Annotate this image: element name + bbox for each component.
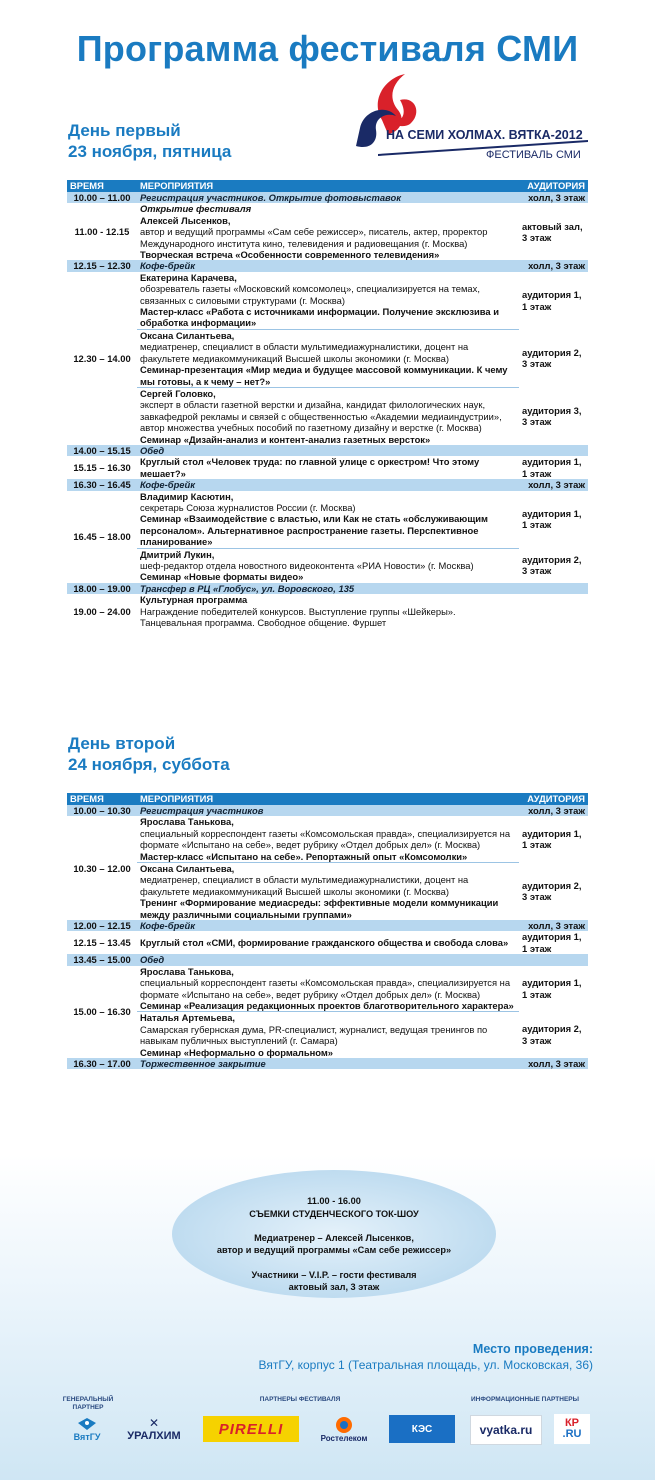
row-audience: холл, 3 этаж: [519, 260, 588, 271]
row-audience: аудитория 2, 3 этаж: [522, 1023, 582, 1046]
row-event: Кофе-брейк: [137, 260, 519, 271]
row-audience: аудитория 2, 3 этаж: [522, 554, 582, 577]
seminar-title: Семинар «Реализация редакционных проектов благотворительного характера»: [140, 999, 514, 1011]
row-event: [137, 272, 519, 330]
row-event: Трансфер в РЦ «Глобус», ул. Воровского, 135: [137, 583, 519, 594]
day2-heading: [68, 733, 230, 775]
table-row: [67, 203, 588, 260]
uralchem-emblem-icon: ✕: [148, 1416, 160, 1430]
speaker-name: Владимир Касютин,: [140, 490, 234, 502]
pirelli-logo: PIRELLI: [203, 1416, 299, 1442]
talkshow-location: актовый зал, 3 этаж: [288, 1282, 380, 1292]
vyatka-ru-logo: vyatka.ru: [470, 1415, 542, 1445]
row-event: Регистрация участников. Открытие фотовыставок: [137, 192, 519, 203]
speaker-description: автор и ведущий программы «Сам себе режиссер», писатель, актер, проректор Международного института кино, телевидения и радиовещания (г. Москва): [140, 226, 488, 249]
speaker-description: специальный корреспондент газеты «Комсомольская правда», специализируется на формате «Испытано на себе», ведет рубрику «Отдел добрых дел» (г. Москва): [140, 827, 511, 851]
row-time: 18.00 – 19.00: [67, 583, 137, 594]
kes-logo: КЭС: [389, 1415, 455, 1443]
info-partners-label: ИНФОРМАЦИОННЫЕ ПАРТНЕРЫ: [470, 1396, 579, 1403]
talkshow-title: СЪЕМКИ СТУДЕНЧЕСКОГО ТОК-ШОУ: [249, 1209, 419, 1219]
seminar-title: Семинар «Дизайн-анализ и контент-анализ газетных версток»: [140, 433, 431, 445]
vyatgu-logo-text: ВятГУ: [73, 1432, 101, 1442]
rostelecom-emblem-icon: [334, 1416, 354, 1434]
row-time: 10.30 – 12.00: [73, 862, 131, 874]
seminar-title: Семинар-презентация «Мир медиа и будущее массовой коммуникации. К чему мы готовы, а к чему – нет?»: [140, 364, 508, 387]
speaker-description: специальный корреспондент газеты «Комсомольская правда», специализируется на формате «Испытано на себе», ведет рубрику «Отдел добрых дел» (г. Москва): [140, 977, 511, 1000]
speaker-description: обозреватель газеты «Московский комсомолец», специализируется на темах, связанных с силовыми структурами (г. Москва): [140, 283, 480, 306]
speaker-description: Самарская губернская дума, PR-специалист, журналист, ведущая тренингов по навыкам публичных выступлений (г. Самара): [140, 1023, 488, 1047]
row-event: Кофе-брейк: [137, 479, 519, 490]
talkshow-time: 11.00 - 16.00: [307, 1196, 361, 1206]
table-row: [67, 192, 588, 203]
seminar-title: Семинар «Взаимодействие с властью, или Как не стать «обслуживающим персоналом». Альтернативное распространение газеты. Перспективное планирование»: [140, 513, 488, 548]
row-time: 15.15 – 16.30: [73, 462, 131, 474]
row-audience: аудитория 3, 3 этаж: [522, 404, 582, 428]
table-row: [67, 931, 588, 954]
talkshow-host-line1: Медиатренер – Алексей Лысенков,: [254, 1233, 414, 1243]
row-event: [137, 387, 519, 445]
row-audience: актовый зал, 3 этаж: [522, 220, 583, 243]
row-event: Обед: [137, 445, 519, 456]
day2-heading-line1: День второй: [68, 734, 176, 753]
row-event: [137, 203, 519, 260]
speaker-description: шеф-редактор отдела новостного видеоконтента «РИА Новости» (г. Москва): [140, 560, 474, 571]
table-header-row: [67, 793, 588, 805]
day2-schedule-table: [67, 793, 588, 1069]
speaker-name: Дмитрий Лукин,: [140, 548, 215, 560]
venue-title: Место проведения:: [472, 1342, 593, 1356]
seminar-title: Мастер-класс «Работа с источниками информации. Получение эксклюзива и обработка информации»: [140, 306, 500, 329]
table-row: [67, 920, 588, 931]
table-row: [67, 479, 588, 490]
day2-heading-line2: 24 ноября, суббота: [68, 755, 230, 774]
page-title: Программа фестиваля СМИ: [76, 28, 579, 69]
table-header-row: [67, 180, 588, 192]
row-time: 16.30 – 16.45: [67, 479, 137, 490]
row-time: 15.00 – 16.30: [73, 1006, 131, 1018]
speaker-description: медиатренер, специалист в области мультимедиажурналистики, доцент на факультете медиакоммуникаций Высшей школы экономики (г. Москва): [140, 874, 469, 897]
table-row: [67, 329, 588, 387]
speaker-name: Алексей Лысенков,: [140, 214, 231, 226]
table-row: [67, 1012, 588, 1058]
vyatgu-emblem-icon: [76, 1416, 98, 1432]
table-row: [67, 260, 588, 271]
row-time: 16.30 – 17.00: [67, 1058, 137, 1069]
row-time: 13.45 – 15.00: [67, 954, 137, 965]
vyatgu-logo: [62, 1413, 112, 1445]
row-audience: аудитория 2, 3 этаж: [522, 346, 582, 370]
speaker-description: секретарь Союза журналистов России (г. Москва): [140, 501, 356, 513]
talkshow-participants: Участники – V.I.P. – гости фестиваля: [251, 1270, 417, 1280]
row-audience: холл, 3 этаж: [519, 805, 588, 816]
row-time: 16.45 – 18.00: [73, 530, 131, 542]
speaker-name: Оксана Силантьева,: [140, 329, 235, 341]
event-title: Открытие фестиваля: [140, 203, 252, 215]
table-row: [67, 594, 588, 628]
table-row: [67, 966, 588, 1012]
uralchem-logo-text: УРАЛХИМ: [127, 1430, 181, 1442]
row-audience: аудитория 1, 1 этаж: [522, 828, 582, 851]
row-event: Регистрация участников: [137, 805, 519, 816]
kp-ru-logo: [554, 1414, 590, 1444]
seminar-title: Мастер-класс «Испытано на себе». Репортажный опыт «Комсомолки»: [140, 850, 468, 862]
table-row: [67, 863, 588, 921]
table-row: [67, 805, 588, 816]
row-audience: аудитория 1, 1 этаж: [522, 507, 582, 531]
table-row: [67, 445, 588, 456]
festival-logo-subtitle: ФЕСТИВАЛЬ СМИ: [486, 149, 581, 161]
row-event: [137, 863, 519, 921]
row-audience: холл, 3 этаж: [519, 192, 588, 203]
venue-address: ВятГУ, корпус 1 (Театральная площадь, ул. Московская, 36): [258, 1358, 593, 1372]
audience-column-header: АУДИТОРИЯ: [519, 793, 588, 805]
table-row: [67, 1058, 588, 1069]
event-column-header: МЕРОПРИЯТИЯ: [137, 180, 519, 192]
rostelecom-logo: [312, 1413, 376, 1445]
event-description: Награждение победителей конкурсов. Выступление группы «Шейкеры». Танцевальная программа. Свободное общение. Фуршет: [140, 605, 456, 629]
event-column-header: МЕРОПРИЯТИЯ: [137, 793, 519, 805]
time-column-header: ВРЕМЯ: [67, 793, 137, 805]
speaker-name: Оксана Силантьева,: [140, 863, 235, 875]
day1-schedule-table: [67, 180, 588, 628]
row-time: 19.00 – 24.00: [73, 605, 131, 617]
row-audience: аудитория 1, 1 этаж: [522, 456, 582, 479]
row-time: 11.00 - 12.15: [74, 226, 130, 238]
row-event: [137, 1012, 519, 1058]
kp-ru-logo-text: .RU: [562, 1428, 582, 1440]
seminar-title: Творческая встреча «Особенности современного телевидения»: [140, 249, 440, 261]
table-row: [67, 816, 588, 862]
speaker-name: Сергей Головко,: [140, 387, 216, 399]
table-row: [67, 456, 588, 479]
row-time: 12.00 – 12.15: [67, 920, 137, 931]
speaker-name: Ярослава Танькова,: [140, 965, 234, 977]
row-audience: холл, 3 этаж: [519, 1058, 588, 1069]
day1-heading-line2: 23 ноября, пятница: [68, 142, 232, 161]
table-row: [67, 491, 588, 549]
row-event: Торжественное закрытие: [137, 1058, 519, 1069]
row-time: 10.00 – 11.00: [67, 192, 137, 203]
table-row: [67, 548, 588, 583]
table-row: [67, 387, 588, 445]
speaker-description: эксперт в области газетной верстки и дизайна, кандидат филологических наук, завкафедрой рекламы и связей с общественностью «Академии медиаиндустрии», автор множества учебных пособий по газетному дизайну и верстке (г. Москва): [140, 399, 502, 434]
row-event: Обед: [137, 954, 519, 965]
event-title: Культурная программа: [140, 594, 248, 606]
row-time: 12.30 – 14.00: [73, 352, 131, 364]
row-event: [137, 966, 519, 1012]
rostelecom-logo-text: Ростелеком: [320, 1433, 368, 1443]
general-partner-label: ГЕНЕРАЛЬНЫЙ ПАРТНЕР: [62, 1396, 114, 1411]
seminar-title: Семинар «Новые форматы видео»: [140, 571, 304, 583]
row-audience: аудитория 1, 1 этаж: [522, 931, 582, 954]
kp-logo-text: КР: [564, 1417, 580, 1429]
row-event: [137, 816, 519, 862]
speaker-name: Екатерина Карачева,: [140, 271, 237, 283]
row-time: 12.15 – 13.45: [73, 937, 131, 949]
row-event: [137, 594, 519, 628]
time-column-header: ВРЕМЯ: [67, 180, 137, 192]
row-event: [137, 329, 519, 387]
festival-partners-label: ПАРТНЕРЫ ФЕСТИВАЛЯ: [259, 1396, 341, 1403]
day1-heading-line1: День первый: [68, 121, 181, 140]
row-time: 14.00 – 15.15: [67, 445, 137, 456]
row-event: Круглый стол «Человек труда: по главной улице с оркестром! Что этому мешает?»: [140, 456, 480, 479]
table-row: [67, 583, 588, 594]
row-event: [137, 491, 519, 549]
festival-logo-name: НА СЕМИ ХОЛМАХ. ВЯТКА-2012: [386, 128, 583, 142]
row-audience: холл, 3 этаж: [519, 479, 588, 490]
day1-heading: [68, 120, 231, 162]
row-audience: холл, 3 этаж: [519, 920, 588, 931]
talkshow-host-line2: автор и ведущий программы «Сам себе режиссер»: [216, 1245, 452, 1255]
table-row: [67, 954, 588, 965]
row-time: 12.15 – 12.30: [67, 260, 137, 271]
row-audience: аудитория 2, 3 этаж: [522, 879, 582, 903]
speaker-description: медиатренер, специалист в области мультимедиажурналистики, доцент на факультете медиакоммуникаций Высшей школы экономики (г. Москва): [140, 341, 469, 364]
table-row: [67, 272, 588, 330]
row-audience: аудитория 1, 1 этаж: [522, 977, 582, 1000]
seminar-title: Тренинг «Формирование медиасреды: эффективные модели коммуникации между различными социальными группами»: [140, 897, 499, 920]
audience-column-header: АУДИТОРИЯ: [519, 180, 588, 192]
uralchem-logo: [118, 1413, 190, 1445]
seminar-title: Семинар «Неформально о формальном»: [140, 1046, 334, 1058]
row-audience: аудитория 1, 1 этаж: [522, 289, 582, 312]
row-event: Круглый стол «СМИ, формирование гражданского общества и свобода слова»: [140, 937, 509, 949]
speaker-name: Ярослава Танькова,: [140, 816, 234, 828]
row-time: 10.00 – 10.30: [67, 805, 137, 816]
row-event: [137, 548, 519, 583]
speaker-name: Наталья Артемьева,: [140, 1012, 236, 1024]
row-event: Кофе-брейк: [137, 920, 519, 931]
